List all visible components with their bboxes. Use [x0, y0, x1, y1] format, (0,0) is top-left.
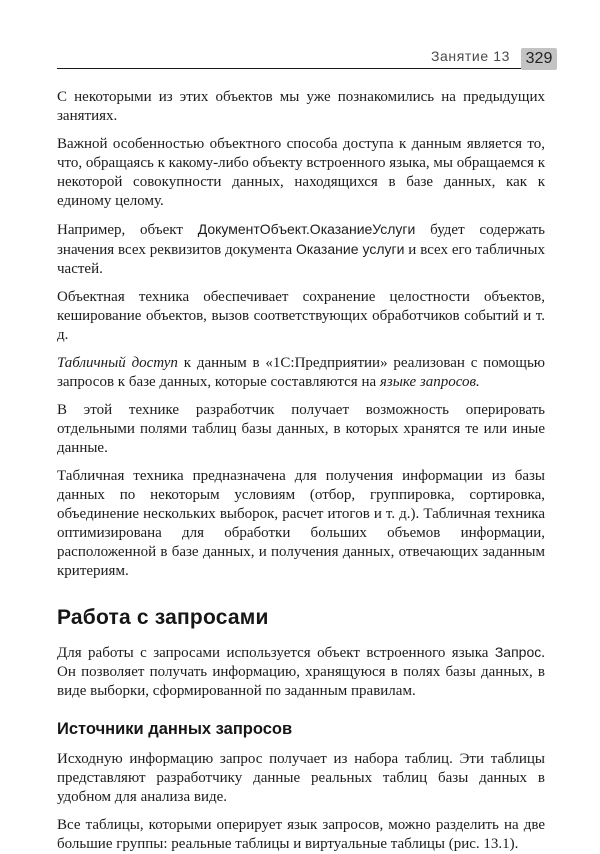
subsection-heading: Источники данных запросов: [57, 720, 293, 738]
inline-code: Оказание услуги: [295, 241, 405, 257]
emphasis-text: Табличный доступ: [57, 355, 178, 371]
body-paragraph: [57, 88, 545, 126]
text-run: будет содержать значения всех реквизитов документа: [57, 222, 545, 258]
text-run: Объектная техника обеспечивает сохранение целостности объектов, кеширование объектов, вызов соответствующих обработчиков событий и т. д.: [57, 289, 545, 343]
text-run: Табличная техника предназначена для получения информации из базы данных по некоторым условиям (отбор, группировка, сортировка, объединение нескольких выборок, расчет итогов и т. д.). Табличная техника оптимизирована для обработки больших объемов информации, расположенной в базе данных, и получения данных, отвечающих заданным критериям.: [57, 468, 545, 579]
body-paragraph: [57, 750, 545, 807]
inline-code: Запрос: [494, 644, 542, 660]
body-paragraph: [57, 135, 545, 211]
page-number-badge: 329: [521, 48, 557, 70]
text-run: Например, объект: [57, 222, 198, 238]
text-run: к данным в «1С:Предприятии» реализован с помощью запросов к базе данных, которые составляются на: [57, 355, 545, 390]
inline-code: ДокументОбъект.ОказаниеУслуги: [197, 221, 416, 237]
text-run: Исходную информацию запрос получает из набора таблиц. Эти таблицы представляют разработчику данные реальных таблиц базы данных в удобном для анализа виде.: [57, 751, 545, 805]
text-run: Все таблицы, которыми оперирует язык запросов, можно разделить на две большие группы: реальные таблицы и виртуальные таблицы (рис. 13.1).: [57, 817, 545, 852]
text-run: . Он позволяет получать информацию, хранящуюся в полях базы данных, в виде выборки, сформированной по заданным правилам.: [57, 645, 545, 699]
body-paragraph: [57, 288, 545, 345]
header-rule: [57, 68, 522, 69]
body-paragraph: [57, 354, 545, 392]
body-paragraph: [57, 816, 545, 854]
text-run: В этой технике разработчик получает возможность оперировать отдельными полями таблиц базы данных, в которых хранятся те или иные данные.: [57, 402, 545, 456]
section-heading: Работа с запросами: [57, 606, 269, 629]
running-head: [57, 45, 553, 69]
text-run: Важной особенностью объектного способа доступа к данным является то, что, обращаясь к какому-либо объекту встроенного языка, мы обращаемся к некоторой совокупности данных, находящихся в базе данных, как к единому целому.: [57, 136, 545, 209]
text-run: С некоторыми из этих объектов мы уже познакомились на предыдущих занятиях.: [57, 89, 545, 124]
body-paragraph: [57, 467, 545, 581]
chapter-label: Занятие 13: [430, 48, 510, 64]
text-run: Для работы с запросами используется объект встроенного языка: [57, 645, 495, 661]
page-body: [57, 88, 545, 854]
emphasis-text: языке запросов.: [379, 374, 480, 390]
body-paragraph: [57, 643, 545, 701]
text-run: и всех его табличных частей.: [57, 242, 545, 277]
body-paragraph: [57, 401, 545, 458]
body-paragraph: [57, 220, 545, 279]
